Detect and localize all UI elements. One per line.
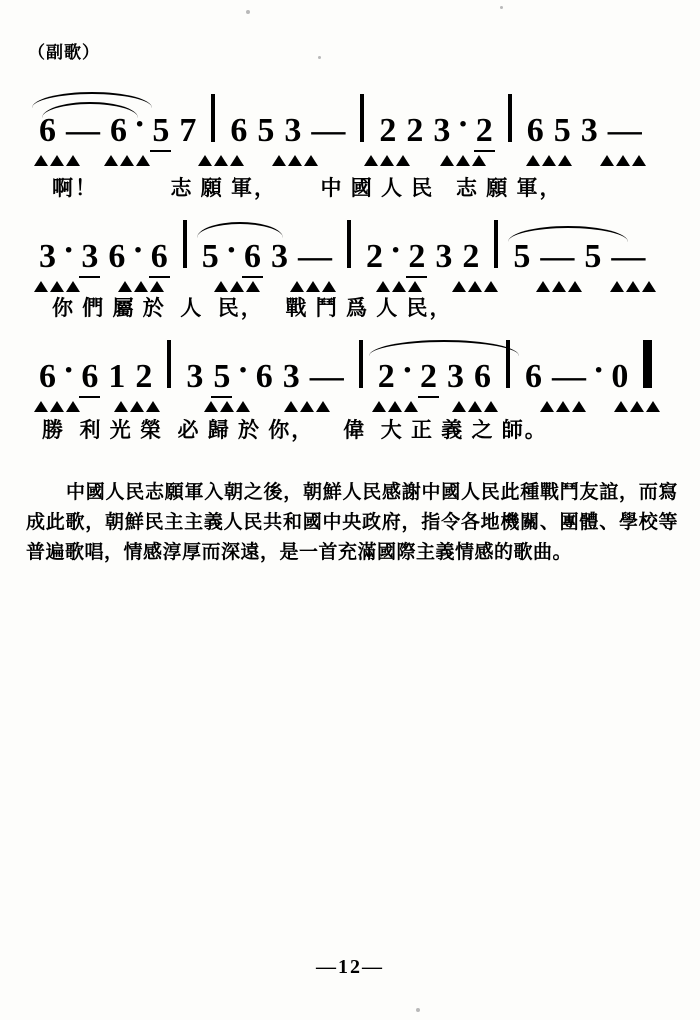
accent-triangle-icon xyxy=(284,401,298,412)
accent-triangle-icon xyxy=(452,401,466,412)
note: 3 xyxy=(271,238,289,275)
accent-group xyxy=(34,155,80,166)
note: — xyxy=(311,112,346,149)
note: 2 xyxy=(462,238,480,275)
accent-triangle-icon xyxy=(214,281,228,292)
accent-triangle-icon xyxy=(288,155,302,166)
accent-triangle-icon xyxy=(316,401,330,412)
accent-triangle-icon xyxy=(104,155,118,166)
accent-triangle-icon xyxy=(150,281,164,292)
slur-icon xyxy=(369,340,519,356)
measure xyxy=(502,240,656,274)
accent-triangle-icon xyxy=(536,281,550,292)
accent-group xyxy=(204,401,250,412)
note: 3 xyxy=(433,112,451,149)
program-note-paragraph: 中國人民志願軍入朝之後，朝鮮人民感謝中國人民此種戰鬥友誼，而寫成此歌，朝鮮民主主義人民共和國中央政府，指令各地機關、團體、學校等普遍歌唱，情感淳厚而深遠，是一首充滿國際主義情感的歌曲。 xyxy=(26,482,678,563)
accent-triangle-icon xyxy=(246,281,260,292)
note: 3 xyxy=(447,358,465,395)
accent-group xyxy=(104,155,150,166)
note: 5 xyxy=(513,238,531,275)
measure xyxy=(368,106,503,149)
accent-triangle-icon xyxy=(114,401,128,412)
note: 5 xyxy=(553,112,571,149)
accent-triangle-icon xyxy=(50,401,64,412)
accent-triangle-icon xyxy=(572,401,586,412)
accent-triangle-icon xyxy=(388,401,402,412)
accent-group xyxy=(440,155,486,166)
accent-triangle-icon xyxy=(558,155,572,166)
note: — xyxy=(298,238,333,275)
accent-triangle-icon xyxy=(552,281,566,292)
accent-triangle-icon xyxy=(452,281,466,292)
barline xyxy=(347,220,351,268)
note: 2 xyxy=(406,112,424,149)
accent-triangle-icon xyxy=(556,401,570,412)
note: — xyxy=(552,358,587,395)
accent-group xyxy=(34,281,80,292)
accent-triangle-icon xyxy=(50,281,64,292)
accent-triangle-icon xyxy=(198,155,212,166)
note: 3 xyxy=(284,112,302,149)
accent-group xyxy=(198,155,244,166)
accent-triangle-icon xyxy=(118,281,132,292)
slur-icon xyxy=(197,222,283,238)
accent-group xyxy=(610,281,656,292)
accent-triangle-icon xyxy=(376,281,390,292)
accent-marks-row xyxy=(28,276,672,292)
score-system-1 xyxy=(28,86,672,166)
accent-group xyxy=(214,281,260,292)
note: 5 xyxy=(584,238,602,275)
accent-triangle-icon xyxy=(616,155,630,166)
scan-speck xyxy=(246,10,250,14)
accent-triangle-icon xyxy=(230,281,244,292)
note: 6 xyxy=(525,358,543,395)
scan-speck xyxy=(416,1008,420,1012)
accent-triangle-icon xyxy=(364,155,378,166)
note: 5 xyxy=(201,238,219,275)
accent-triangle-icon xyxy=(230,155,244,166)
accent-group xyxy=(614,401,660,412)
score-system-3 xyxy=(28,332,672,412)
staff-row xyxy=(28,332,672,394)
accent-triangle-icon xyxy=(392,281,406,292)
note-dot: · xyxy=(457,106,469,143)
accent-group xyxy=(452,401,498,412)
accent-triangle-icon xyxy=(272,155,286,166)
note: 2 xyxy=(366,238,384,275)
barline xyxy=(211,94,215,142)
barline xyxy=(183,220,187,268)
measure xyxy=(28,106,207,149)
accent-triangle-icon xyxy=(540,401,554,412)
note: 6 xyxy=(110,112,127,149)
measure xyxy=(367,352,502,395)
note: 6 xyxy=(108,238,126,275)
note: 3 xyxy=(435,238,453,275)
accent-group xyxy=(290,281,336,292)
note: 5 xyxy=(147,114,174,148)
accent-group xyxy=(452,281,498,292)
note: 7 xyxy=(179,112,197,149)
accent-triangle-icon xyxy=(630,401,644,412)
note: 2 xyxy=(415,360,442,394)
note: 2 xyxy=(471,114,498,148)
accent-triangle-icon xyxy=(626,281,640,292)
note: — xyxy=(66,112,100,149)
accent-triangle-icon xyxy=(600,155,614,166)
barline xyxy=(360,94,364,142)
accent-triangle-icon xyxy=(440,155,454,166)
barline xyxy=(494,220,498,268)
accent-triangle-icon xyxy=(484,281,498,292)
note-dot: · xyxy=(225,232,238,269)
accent-triangle-icon xyxy=(214,155,228,166)
note: 3 xyxy=(186,358,204,395)
accent-triangle-icon xyxy=(396,155,410,166)
accent-triangle-icon xyxy=(472,155,486,166)
accent-triangle-icon xyxy=(632,155,646,166)
note: — xyxy=(607,112,642,149)
score-system-2 xyxy=(28,212,672,292)
accent-triangle-icon xyxy=(34,281,48,292)
barline xyxy=(506,340,510,388)
note: 6 xyxy=(146,240,173,274)
accent-triangle-icon xyxy=(66,155,80,166)
scan-speck xyxy=(500,6,503,9)
accent-triangle-icon xyxy=(526,155,540,166)
measure xyxy=(191,232,343,275)
note: — xyxy=(611,238,646,275)
accent-triangle-icon xyxy=(408,281,422,292)
accent-triangle-icon xyxy=(220,401,234,412)
accent-triangle-icon xyxy=(642,281,656,292)
staff-row xyxy=(28,86,672,148)
note: 6 xyxy=(255,358,273,395)
accent-triangle-icon xyxy=(372,401,386,412)
note: 6 xyxy=(39,112,56,149)
accent-triangle-icon xyxy=(468,401,482,412)
note: 2 xyxy=(379,112,397,149)
measure xyxy=(28,232,179,275)
note: 3 xyxy=(282,358,300,395)
accent-triangle-icon xyxy=(50,155,64,166)
measure xyxy=(516,114,653,148)
accent-triangle-icon xyxy=(300,401,314,412)
accent-group xyxy=(114,401,160,412)
note-dot: · xyxy=(63,352,75,389)
accent-marks-row xyxy=(28,150,672,166)
accent-triangle-icon xyxy=(34,401,48,412)
accent-group xyxy=(118,281,164,292)
accent-triangle-icon xyxy=(136,155,150,166)
accent-triangle-icon xyxy=(614,401,628,412)
accent-triangle-icon xyxy=(236,401,250,412)
measure xyxy=(28,352,163,395)
accent-triangle-icon xyxy=(610,281,624,292)
accent-group xyxy=(372,401,418,412)
note: — xyxy=(540,238,575,275)
note: 3 xyxy=(76,240,103,274)
accent-triangle-icon xyxy=(130,401,144,412)
note-dot: · xyxy=(63,232,75,269)
barline xyxy=(359,340,363,388)
scan-speck xyxy=(318,56,321,59)
accent-triangle-icon xyxy=(290,281,304,292)
barline xyxy=(508,94,512,142)
accent-group xyxy=(540,401,586,412)
note: — xyxy=(309,358,344,395)
note: 6 xyxy=(230,112,248,149)
accent-triangle-icon xyxy=(204,401,218,412)
note: 6 xyxy=(239,240,266,274)
note-dot: · xyxy=(237,352,249,389)
accent-group xyxy=(272,155,318,166)
accent-triangle-icon xyxy=(306,281,320,292)
accent-triangle-icon xyxy=(322,281,336,292)
accent-group xyxy=(34,401,80,412)
accent-triangle-icon xyxy=(542,155,556,166)
note-dot: · xyxy=(401,352,414,389)
accent-triangle-icon xyxy=(66,281,80,292)
accent-triangle-icon xyxy=(456,155,470,166)
note-dot: · xyxy=(132,232,144,269)
lyrics-line-3: 勝 利 光 榮 必 歸 於 你， 偉 大 正 義 之 師。 xyxy=(42,418,548,442)
accent-group xyxy=(364,155,410,166)
note-dot: · xyxy=(593,352,605,389)
measure xyxy=(219,114,356,148)
accent-group xyxy=(376,281,422,292)
measure xyxy=(355,232,490,275)
accent-triangle-icon xyxy=(380,155,394,166)
accent-group xyxy=(526,155,572,166)
accent-group xyxy=(536,281,582,292)
note: 0 xyxy=(611,358,629,395)
note-dot: · xyxy=(134,106,146,143)
note: 2 xyxy=(135,358,153,395)
accent-triangle-icon xyxy=(34,155,48,166)
note: 5 xyxy=(257,112,275,149)
accent-marks-row xyxy=(28,396,672,412)
page-number: —12— xyxy=(316,956,384,978)
accent-triangle-icon xyxy=(304,155,318,166)
note: 2 xyxy=(403,240,430,274)
lyrics-line-2: 你 們 屬 於 人 民， 戰 鬥 爲 人 民， xyxy=(52,296,453,320)
note: 6 xyxy=(474,358,492,395)
barline xyxy=(167,340,171,388)
accent-triangle-icon xyxy=(484,401,498,412)
accent-triangle-icon xyxy=(646,401,660,412)
note: 6 xyxy=(39,358,56,395)
lyrics-line-1: 啊！ 志 願 軍， 中 國 人 民 志 願 軍， xyxy=(52,176,563,200)
note: 5 xyxy=(208,360,235,394)
accent-triangle-icon xyxy=(568,281,582,292)
accent-triangle-icon xyxy=(66,401,80,412)
staff-row xyxy=(28,212,672,274)
measure xyxy=(175,352,354,395)
note: 3 xyxy=(580,112,598,149)
note: 3 xyxy=(39,238,56,275)
accent-triangle-icon xyxy=(146,401,160,412)
accent-group xyxy=(284,401,330,412)
accent-triangle-icon xyxy=(468,281,482,292)
accent-triangle-icon xyxy=(404,401,418,412)
measure xyxy=(514,352,639,395)
accent-triangle-icon xyxy=(134,281,148,292)
accent-triangle-icon xyxy=(120,155,134,166)
note: 6 xyxy=(526,112,544,149)
section-label: （副歌） xyxy=(28,43,100,62)
note-dot: · xyxy=(390,232,402,269)
note: 6 xyxy=(76,360,103,394)
note: 1 xyxy=(108,358,126,395)
accent-group xyxy=(600,155,646,166)
note: 2 xyxy=(377,358,395,395)
final-barline xyxy=(643,340,652,388)
